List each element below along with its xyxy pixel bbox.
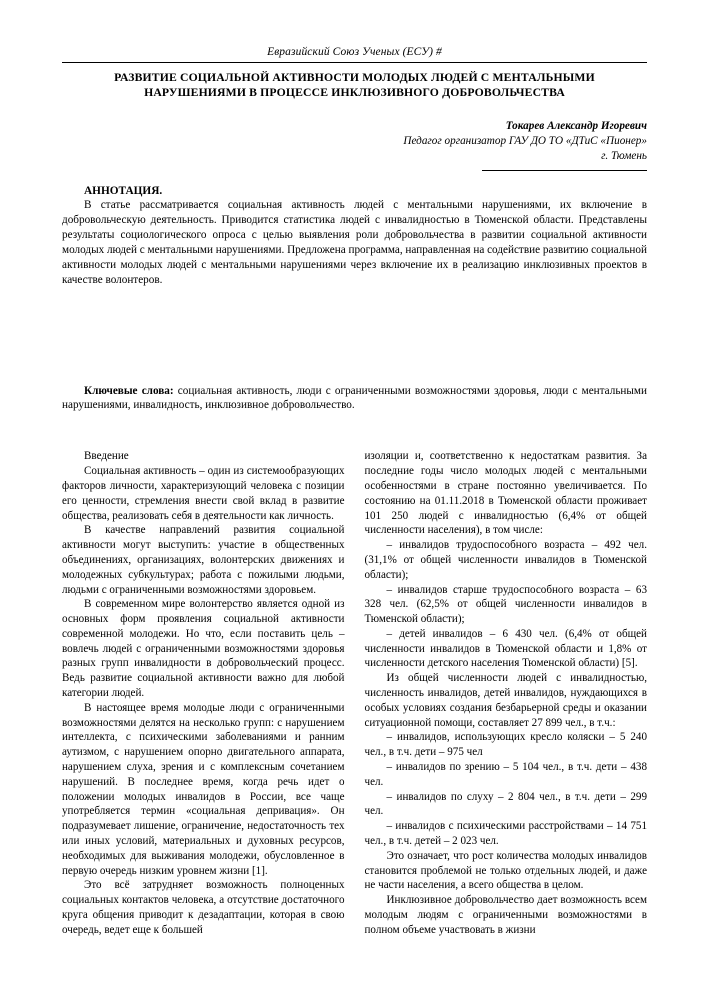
author-block <box>62 119 647 171</box>
paragraph: В современном мире волонтерство является одной из основных форм проявления социальной активности современной молодежи. Но что, если поставить цель – вовлечь людей с ограниченными возможностями здоровья разных групп инвалидности в добровольческий процесс. Ведь развитие социальной активности важно для любой категории людей. <box>62 598 345 700</box>
left-column <box>62 449 345 937</box>
list-item: – детей инвалидов – 6 430 чел. (6,4% от общей численности инвалидов в Тюменской области и 1,8% от численности детского населения Тюменской области) [5]. <box>364 627 647 670</box>
paragraph: изоляции и, соответственно к недостаткам развития. За последние годы число молодых людей с ментальными особенностями в стране постоянно увеличивается. По состоянию на 01.11.2018 в Тюменской области проживает 101 250 людей с инвалидностью (6,4% от общей численности населения), в том числе: <box>364 450 647 537</box>
abstract <box>62 198 647 287</box>
paragraph: Это означает, что рост количества молодых инвалидов становится проблемой не только отдельных людей, и даже не части населения, а всего общества в целом. <box>364 849 647 892</box>
page-title: РАЗВИТИЕ СОЦИАЛЬНОЙ АКТИВНОСТИ МОЛОДЫХ ЛЮДЕЙ С МЕНТАЛЬНЫМИ НАРУШЕНИЯМИ В ПРОЦЕССЕ ИНКЛЮЗИВНОГО ДОБРОВОЛЬЧЕСТВА <box>114 71 595 100</box>
list-item: – инвалидов по слуху – 2 804 чел., в т.ч. дети – 299 чел. <box>364 790 647 818</box>
paragraph: Социальная активность – один из системообразующих факторов личности, характеризующий человека с позиции его ценности, стремления внести свой вклад в развитие общества, реализовать себя в деятельности как личность. <box>62 465 345 522</box>
list-item: – инвалидов с психическими расстройствами – 14 751 чел., в т.ч. детей – 2 023 чел. <box>364 820 647 848</box>
paragraph: Из общей численности людей с инвалидностью, численность инвалидов, детей инвалидов, нуждающихся в особых условиях создания безбарьерной среды и оказании ситуационной помощи, составляет 27 899 чел., в т.ч.: <box>364 672 647 729</box>
list-item: – инвалидов старше трудоспособного возраста – 63 328 чел. (62,5% от общей численности инвалидов в Тюменской области); <box>364 583 647 626</box>
author-name: Токарев Александр Игоревич <box>505 119 647 132</box>
right-column <box>365 449 648 937</box>
paragraph: Это всё затрудняет возможность полноценных социальных контактов человека, а отсутствие достаточного круга общения приводит к дезадаптации, которая в свою очередь, ведет еще к большей <box>62 879 345 936</box>
author-divider <box>482 170 647 171</box>
author-affiliation: Педагог организатор ГАУ ДО ТО «ДТиС «Пионер» <box>403 134 647 147</box>
keywords <box>62 384 647 414</box>
running-head: Евразийский Союз Ученых (ЕСУ) # <box>267 46 442 58</box>
abstract-text: В статье рассматривается социальная активность людей с ментальными нарушениями, их включение в добровольческую деятельность. Приводится статистика людей с инвалидностью в Тюменской области. Представлены результаты социологического опроса с целью выявления роли добровольчества в развитии социальной активности молодых людей с ментальными нарушениями. Предложена программа, направленная на содействие развитию социальной активности молодых людей с ментальными нарушениями через включение их в реализацию инклюзивных проектов в качестве волонтеров. <box>62 199 647 286</box>
body-columns <box>62 449 647 937</box>
annotation-heading: АННОТАЦИЯ. <box>84 185 163 198</box>
keywords-text: социальная активность, люди с ограниченными возможностями здоровья, люди с ментальными нарушениями, инвалидность, инклюзивное добровольчество. <box>62 384 647 412</box>
keywords-label: Ключевые слова: <box>84 384 174 397</box>
section-heading-introduction: Введение <box>84 450 129 463</box>
header-divider <box>62 62 647 63</box>
paragraph: Инклюзивное добровольчество дает возможность всем молодым людям с ограниченными возможностями в полном объеме участвовать в жизни <box>364 894 647 936</box>
paragraph: В настоящее время молодые люди с ограниченными возможностями делятся на несколько групп: с нарушением интеллекта, с психическими заболеваниями и ранним аутизмом, с нарушением опорно двигательного аппарата, нарушением слуха, зрения и с комплексным сочетанием нарушений. В последнее время, когда речь идет о положении молодых инвалидов в России, все чаще употребляется термин «социальная депривация». Он подразумевает лишение, ограничение, недостаточность тех или иных условий, материальных и духовных ресурсов, необходимых для выживания молодежи, обусловленное в первую очередь низким уровнем жизни [1]. <box>62 701 345 877</box>
list-item: – инвалидов трудоспособного возраста – 492 чел. (31,1% от общей численности инвалидов в Тюменской области); <box>364 539 647 581</box>
list-item: – инвалидов, использующих кресло коляски – 5 240 чел., в т.ч. дети – 975 чел <box>364 731 647 759</box>
list-item: – инвалидов по зрению – 5 104 чел., в т.ч. дети – 438 чел. <box>364 761 647 788</box>
paragraph: В качестве направлений развития социальной активности могут выступить: участие в общественных объединениях, организациях, волонтерских движениях и молодежных субкультурах; работа с пожилыми людьми, людьми с ограниченными возможностями здоровьем. <box>62 524 345 596</box>
author-city: г. Тюмень <box>601 150 647 163</box>
